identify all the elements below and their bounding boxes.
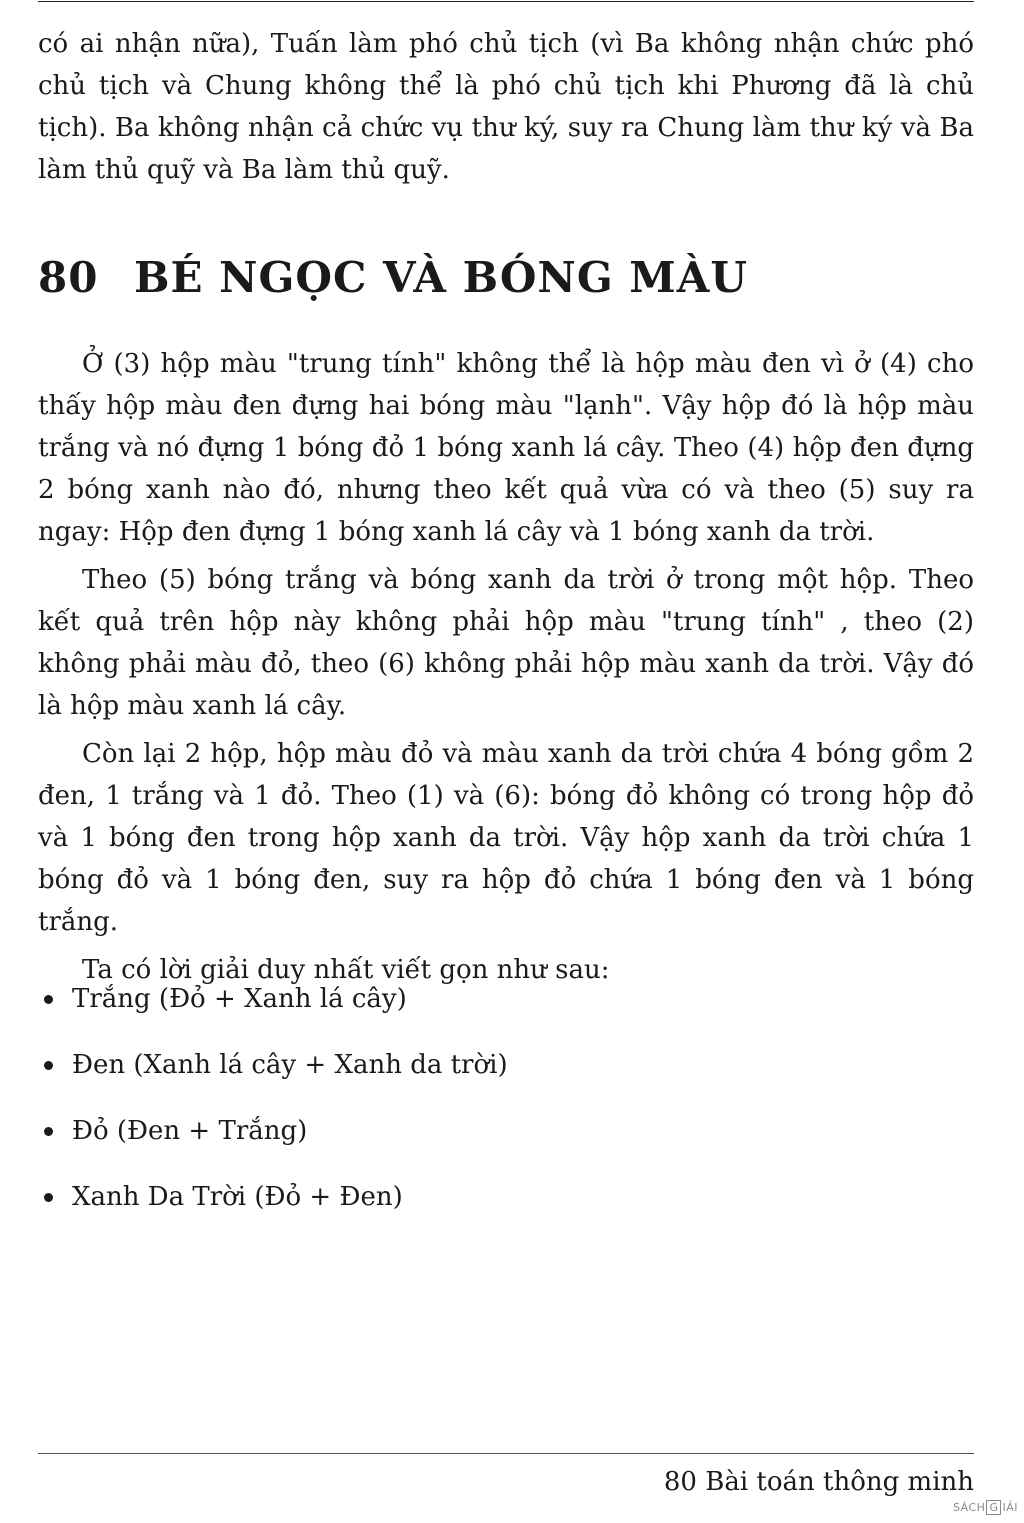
section-number: 80 [38, 253, 99, 302]
footer-rule [38, 1453, 974, 1454]
bullet-icon [44, 1193, 53, 1202]
paragraph: Theo (5) bóng trắng và bóng xanh da trời ở trong một hộp. Theo kết quả trên hộp này không phải hộp màu "trung tính" , theo (2) không phải màu đỏ, theo (6) không phải hộp màu xanh da trời. Vậy đó là hộp màu xanh lá cây. [38, 565, 974, 721]
bullet-icon [44, 995, 53, 1004]
bullet-icon [44, 1127, 53, 1136]
list-item: Đen (Xanh lá cây + Xanh da trời) [44, 1044, 508, 1110]
footer-title: 80 Bài toán thông minh [663, 1467, 974, 1497]
paragraph: Ta có lời giải duy nhất viết gọn như sau: [82, 955, 610, 985]
section-title: BÉ NGỌC VÀ BÓNG MÀU [134, 253, 749, 302]
paragraph: Ở (3) hộp màu "trung tính" không thể là hộp màu đen vì ở (4) cho thấy hộp màu đen đựng hai bóng màu "lạnh". Vậy hộp đó là hộp màu trắng và nó đựng 1 bóng đỏ 1 bóng xanh lá cây. Theo (4) hộp đen đựng 2 bóng xanh nào đó, nhưng theo kết quả vừa có và theo (5) suy ra ngay: Hộp đen đựng 1 bóng xanh lá cây và 1 bóng xanh da trời. [38, 349, 974, 547]
section-body [38, 343, 974, 991]
continued-paragraph: có ai nhận nữa), Tuấn làm phó chủ tịch (vì Ba không nhận chức phó chủ tịch và Chung không thể là phó chủ tịch khi Phương đã là chủ tịch). Ba không nhận cả chức vụ thư ký, suy ra Chung làm thư ký và Ba làm thủ quỹ và Ba làm thủ quỹ. [38, 29, 974, 185]
watermark-logo: SÁCH G IẢI [952, 1501, 1018, 1514]
list-item: Đỏ (Đen + Trắng) [44, 1110, 508, 1176]
section-heading [38, 252, 748, 304]
list-item: Trắng (Đỏ + Xanh lá cây) [44, 978, 508, 1044]
page-content [38, 0, 974, 985]
solution-list [44, 978, 508, 1242]
bullet-icon [44, 1061, 53, 1070]
list-item: Xanh Da Trời (Đỏ + Đen) [44, 1176, 508, 1242]
paragraph: Còn lại 2 hộp, hộp màu đỏ và màu xanh da trời chứa 4 bóng gồm 2 đen, 1 trắng và 1 đỏ. Theo (1) và (6): bóng đỏ không có trong hộp đỏ và 1 bóng đen trong hộp xanh da trời. Vậy hộp xanh da trời chứa 1 bóng đỏ và 1 bóng đen, suy ra hộp đỏ chứa 1 bóng đen và 1 bóng trắng. [38, 739, 974, 937]
